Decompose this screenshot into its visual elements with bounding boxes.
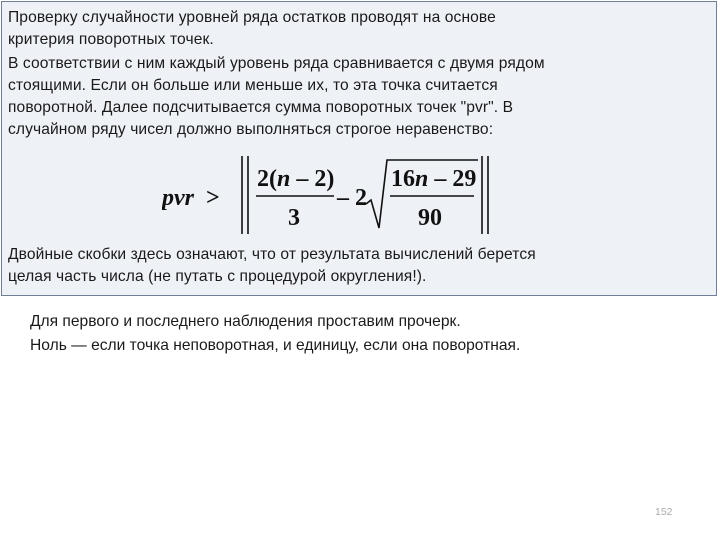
text-line: В соответствии с ним каждый уровень ряда сравнивается с двумя рядом [8, 55, 545, 72]
paragraph-method [8, 53, 708, 141]
fraction1-numerator: 2(n – 2) [257, 166, 335, 192]
fraction2-denominator: 90 [418, 205, 442, 231]
page-number: 152 [655, 506, 673, 518]
fraction1-denominator: 3 [288, 205, 300, 231]
paragraph-brackets-note [8, 244, 708, 288]
paragraph-intro [8, 7, 708, 51]
text-line: Для первого и последнего наблюдения проставим прочерк. [30, 313, 461, 330]
text-line: случайном ряду чисел должно выполняться строгое неравенство: [8, 121, 494, 138]
fraction2-numerator: 16n – 29 [391, 166, 477, 192]
text-line: критерия поворотных точек. [8, 31, 214, 48]
text-line: Проверку случайности уровней ряда остатков проводят на основе [8, 9, 496, 26]
formula-coefficient: 2 [355, 185, 367, 211]
formula-lhs: pvr [162, 185, 194, 211]
text-line: целая часть числа (не путать с процедурой округления!). [8, 268, 427, 285]
inequality-formula [162, 154, 502, 239]
text-line: Двойные скобки здесь означают, что от результата вычислений берется [8, 246, 536, 263]
formula-minus: – [337, 185, 349, 211]
text-line: Ноль — если точка неповоротная, и единицу, если она поворотная. [30, 337, 521, 354]
text-line: стоящими. Если он больше или меньше их, то эта точка считается [8, 77, 498, 94]
text-line: поворотной. Далее подсчитывается сумма поворотных точек "pvr". В [8, 99, 514, 116]
lower-notes [30, 310, 520, 358]
formula-relation: > [206, 185, 220, 211]
content-box [1, 1, 717, 296]
